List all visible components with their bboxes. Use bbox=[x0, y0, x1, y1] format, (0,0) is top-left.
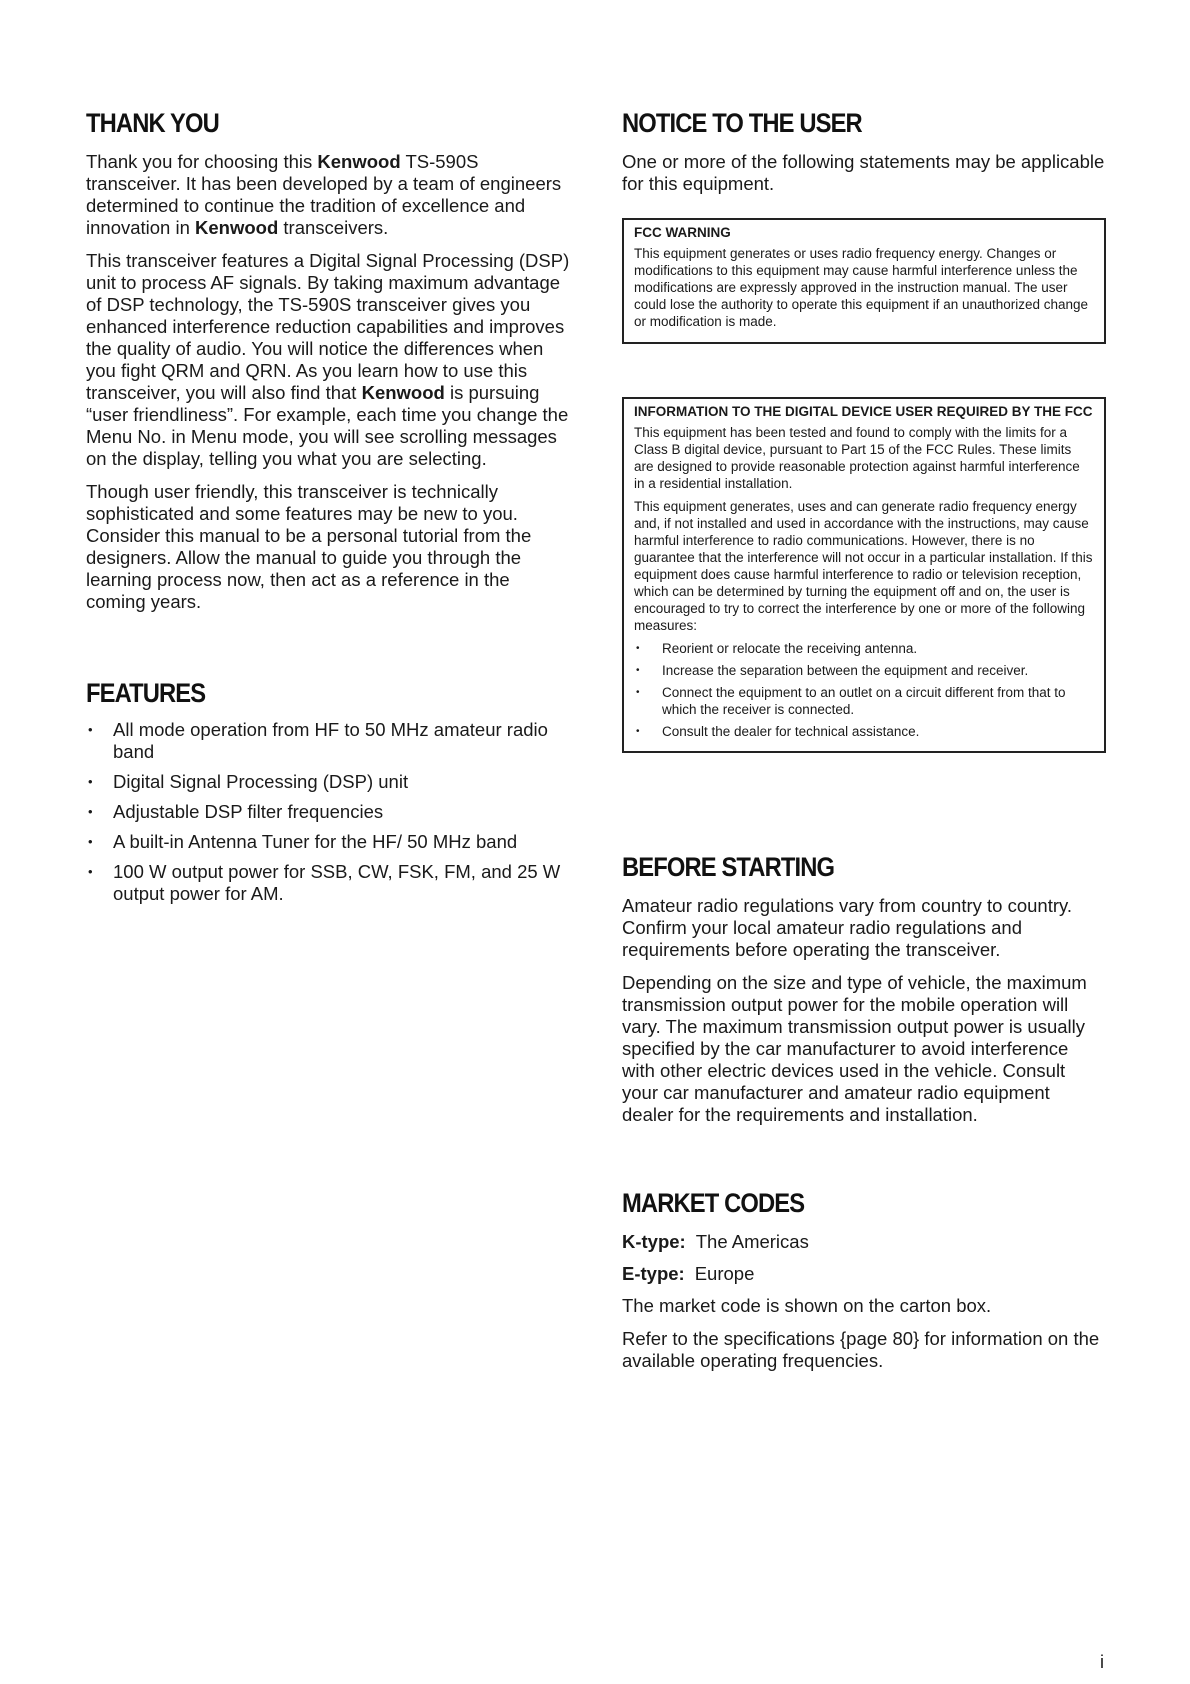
notice-heading: NOTICE TO THE USER bbox=[622, 108, 862, 138]
fcc-warning-text: This equipment generates or uses radio frequency energy. Changes or modifications to this equipment may cause harmful interference unless the modifications are expressly approved in the instruction manual. The user could lose the authority to operate this equipment if an unauthorized change or modification is made. bbox=[634, 246, 1089, 329]
measure-item: • Increase the separation between the equipment and receiver. bbox=[634, 662, 1094, 679]
feature-item: • All mode operation from HF to 50 MHz amateur radio band bbox=[86, 719, 570, 763]
fcc-warning-title: FCC WARNING bbox=[634, 225, 731, 240]
before-starting-heading: BEFORE STARTING bbox=[622, 852, 835, 882]
right-column bbox=[622, 108, 1106, 1371]
before-starting-section bbox=[622, 852, 1106, 1137]
market-codes-section bbox=[622, 1188, 1106, 1383]
market-code-row bbox=[622, 1263, 1106, 1285]
text: Thank you for choosing this bbox=[86, 151, 318, 172]
text: transceivers. bbox=[278, 217, 389, 238]
market-code-value: Europe bbox=[694, 1263, 755, 1284]
left-column bbox=[86, 108, 570, 904]
market-code-value: The Americas bbox=[695, 1231, 809, 1252]
feature-item: • Digital Signal Processing (DSP) unit bbox=[86, 771, 570, 793]
text: is pursuing “user friendliness”. For example, each time you change the Menu No. in Menu mode, you will see scrolling messages on the display, telling you what you are selecting. bbox=[86, 382, 569, 469]
before-starting-paragraph-1: Amateur radio regulations vary from country to country. Confirm your local amateur radio regulations and requirements before operating the transceiver. bbox=[622, 895, 1073, 960]
market-codes-paragraph-2: Refer to the specifications {page 80} for information on the available operating frequencies. bbox=[622, 1328, 1100, 1371]
feature-item: • Adjustable DSP filter frequencies bbox=[86, 801, 570, 823]
market-codes-paragraph-1: The market code is shown on the carton box. bbox=[622, 1295, 992, 1316]
digital-info-paragraph-2: This equipment generates, uses and can generate radio frequency energy and, if not installed and used in accordance with the instructions, may cause harmful interference to radio communications. However, there is no guarantee that the interference will not occur in a particular installation. If this equipment does cause harmful interference to radio or television reception, which can be determined by turning the equipment off and on, the user is encouraged to try to correct the interference by one or more of the following measures: bbox=[634, 499, 1093, 633]
measure-item: • Reorient or relocate the receiving antenna. bbox=[634, 640, 1094, 657]
brand-name: Kenwood bbox=[317, 151, 401, 172]
digital-device-info-box bbox=[622, 397, 1106, 753]
features-list bbox=[86, 719, 570, 905]
text: This transceiver features a Digital Signal Processing (DSP) unit to process AF signals. By taking maximum advantage of DSP technology, the TS-590S transceiver gives you enhanced interference reduction capabilities and improves the quality of audio. You will notice the differences when you fight QRM and QRN. As you learn how to use this transceiver, you will also find that bbox=[86, 250, 570, 403]
features-section bbox=[86, 678, 570, 913]
digital-info-title: INFORMATION TO THE DIGITAL DEVICE USER REQUIRED BY THE FCC bbox=[634, 404, 1093, 419]
thank-you-paragraph-2 bbox=[86, 250, 570, 470]
market-code-row bbox=[622, 1231, 1106, 1253]
market-codes-heading: MARKET CODES bbox=[622, 1188, 805, 1218]
before-starting-paragraph-2: Depending on the size and type of vehicle, the maximum transmission output power for the mobile operation will vary. The maximum transmission output power is usually specified by the car manufacturer to avoid interference with other electric devices used in the vehicle. Consult your car manufacturer and amateur radio equipment dealer for the requirements and installation. bbox=[622, 972, 1087, 1125]
brand-name: Kenwood bbox=[361, 382, 445, 403]
notice-intro: One or more of the following statements may be applicable for this equipment. bbox=[622, 151, 1105, 194]
brand-name: Kenwood bbox=[195, 217, 279, 238]
measure-item: • Consult the dealer for technical assistance. bbox=[634, 723, 1094, 740]
text: TS-590S transceiver. It has been developed by a team of engineers determined to continue the tradition of excellence and innovation in bbox=[86, 151, 562, 238]
digital-info-paragraph-1: This equipment has been tested and found to comply with the limits for a Class B digital device, pursuant to Part 15 of the FCC Rules. These limits are designed to provide reasonable protection against harmful interference in a residential installation. bbox=[634, 425, 1080, 491]
features-heading: FEATURES bbox=[86, 678, 206, 708]
fcc-warning-box bbox=[622, 218, 1106, 344]
measure-item: • Connect the equipment to an outlet on a circuit different from that to which the receiver is connected. bbox=[634, 684, 1094, 718]
thank-you-paragraph-1 bbox=[86, 151, 570, 239]
market-code-label: K-type: bbox=[622, 1231, 686, 1252]
thank-you-paragraph-3: Though user friendly, this transceiver is technically sophisticated and some features may be new to you. Consider this manual to be a personal tutorial from the designers. Allow the manual to guide you through the learning process now, then act as a reference in the coming years. bbox=[86, 481, 532, 612]
feature-item: • 100 W output power for SSB, CW, FSK, FM, and 25 W output power for AM. bbox=[86, 861, 570, 905]
thank-you-heading: THANK YOU bbox=[86, 108, 219, 138]
feature-item: • A built-in Antenna Tuner for the HF/ 50 MHz band bbox=[86, 831, 570, 853]
market-code-label: E-type: bbox=[622, 1263, 685, 1284]
measures-list bbox=[634, 640, 1094, 740]
page-number: i bbox=[1100, 1652, 1104, 1672]
